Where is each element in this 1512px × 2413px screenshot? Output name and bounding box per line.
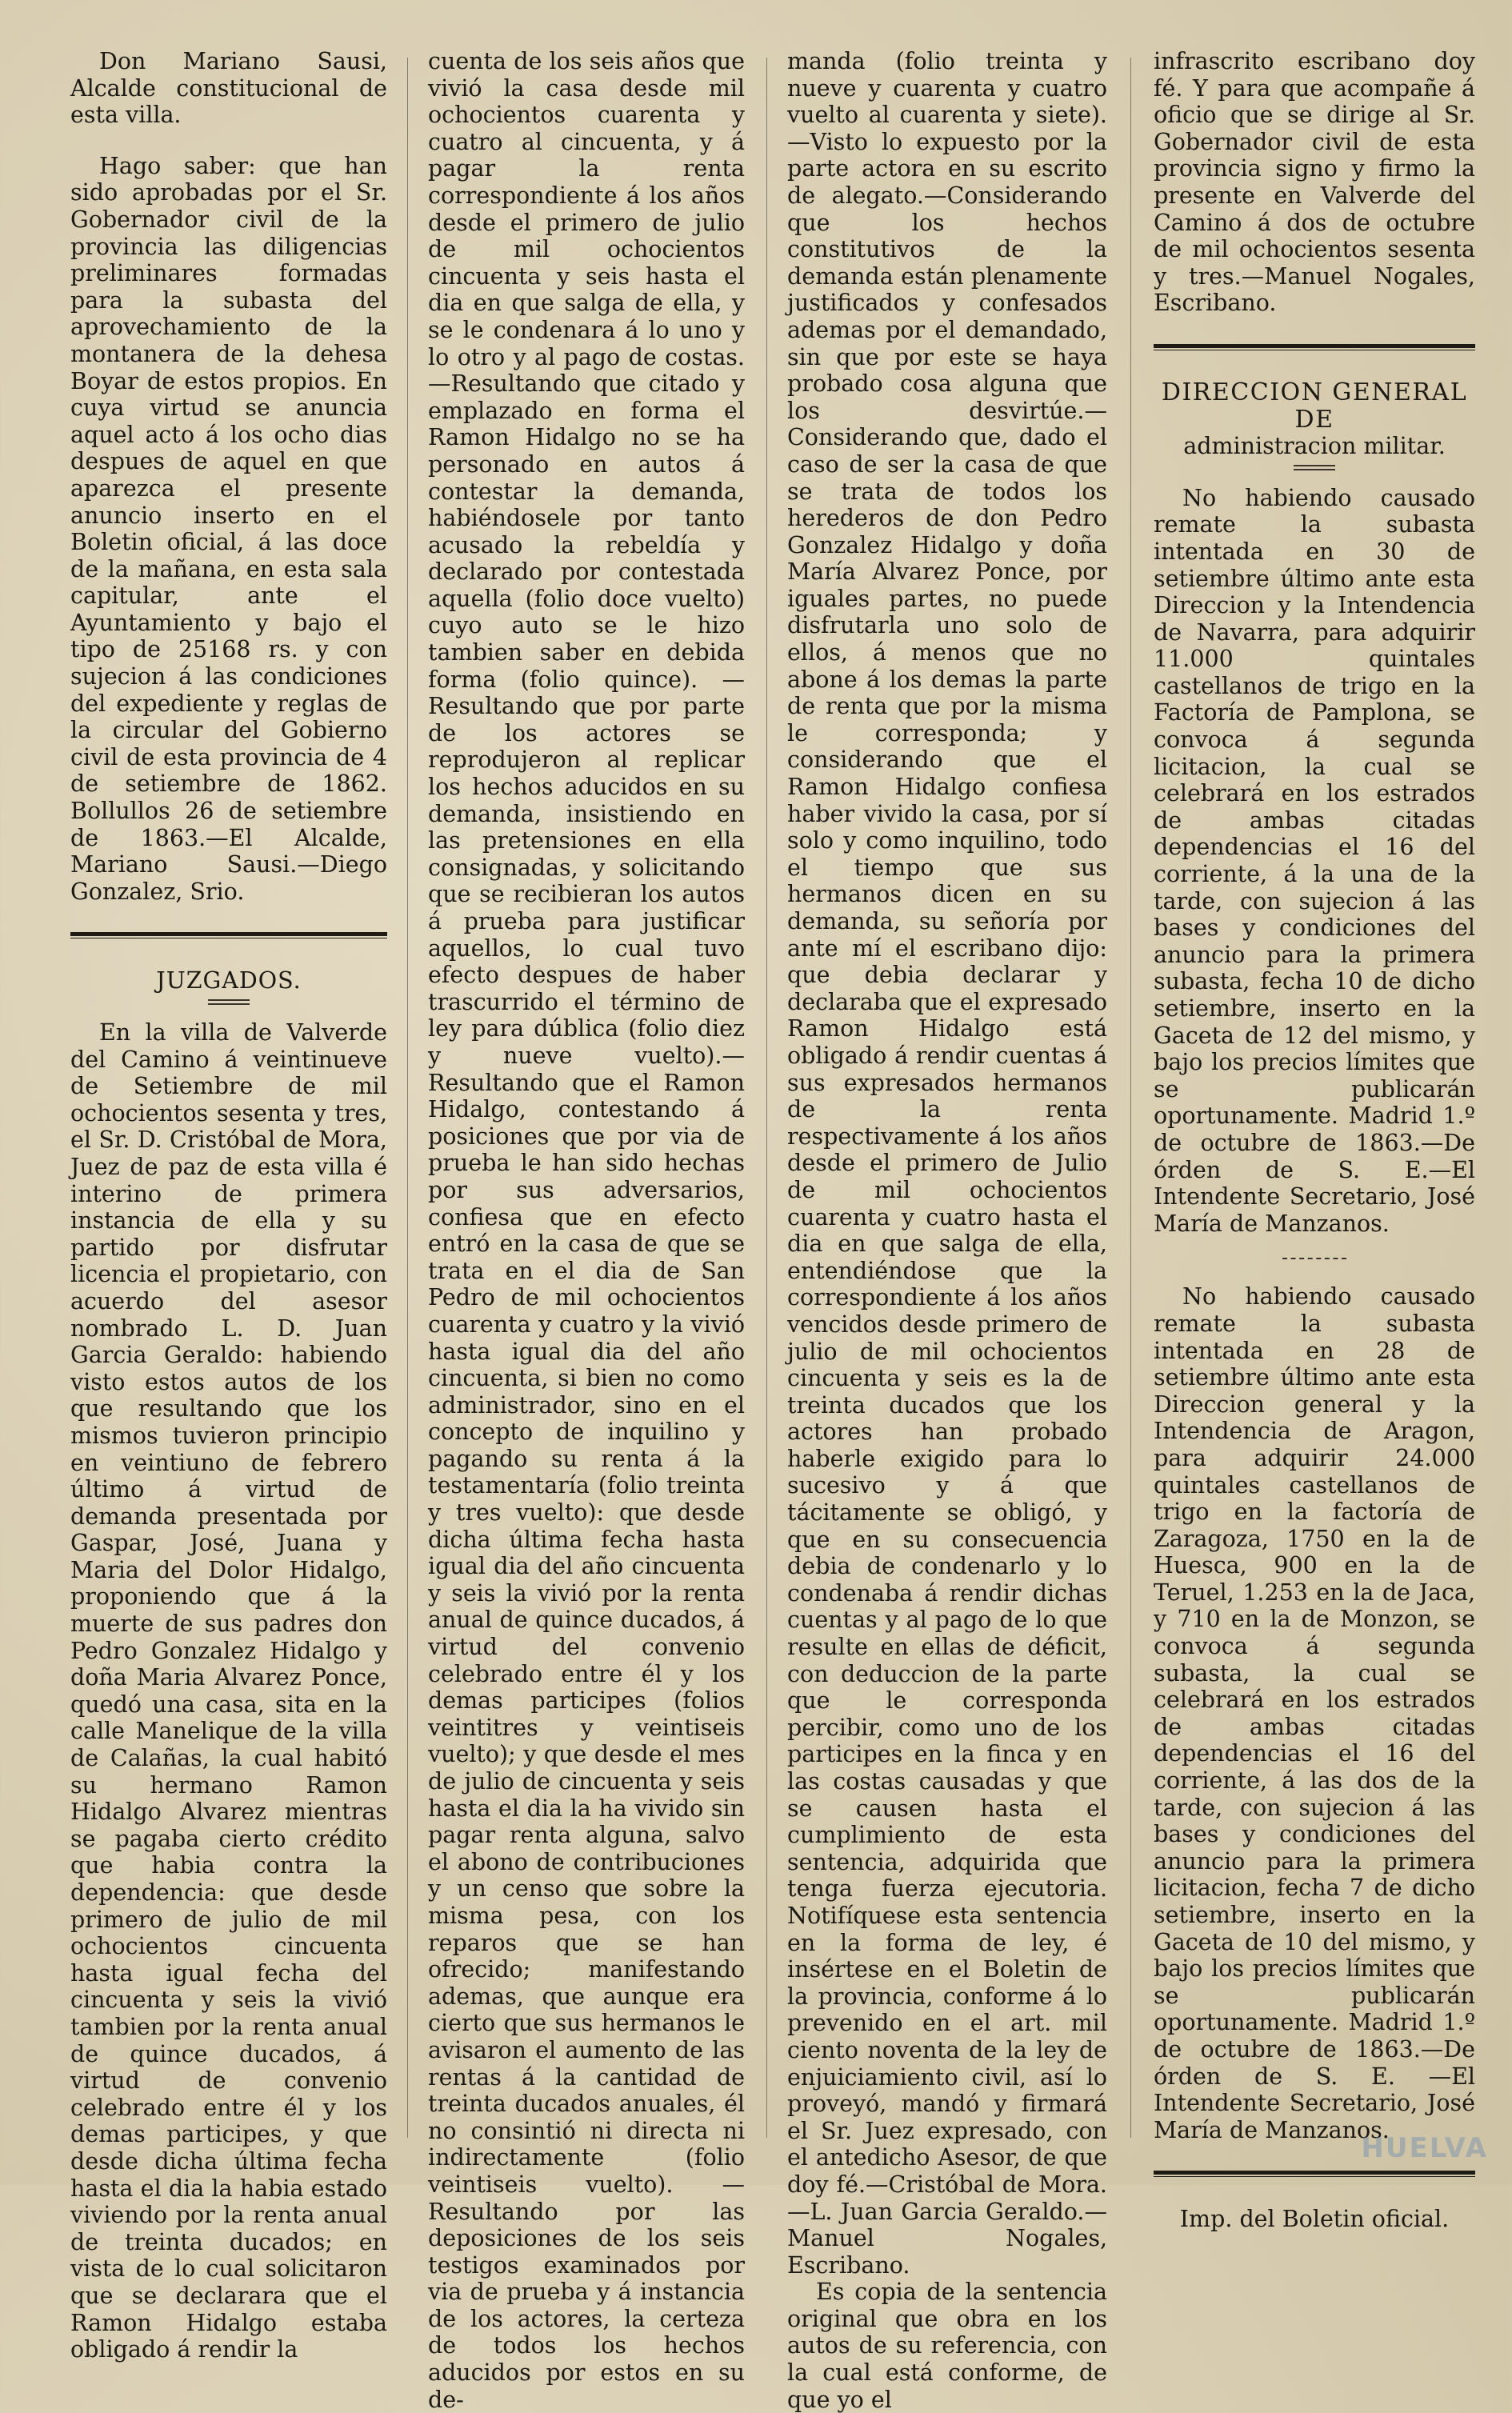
judgment-text-part1: En la villa de Valverde del Camino á veintinueve de Setiembre de mil ochocientos sesenta y tres, el Sr. D. Cristóbal de Mora, Juez de paz de esta villa é interino de primera instancia de ella y su partido por disfrutar licencia el propietario, con acuerdo del asesor nombrado L. D. Juan Garcia Geraldo: habiendo visto estos autos de los que resultando que los mismos tuvieron principio en veintiuno de febrero último á virtud de demanda presentada por Gaspar, José, Juana y Maria del Dolor Hidalgo, proponiendo que á la muerte de sus padres don Pedro Gonzalez Hidalgo y doña Maria Alvarez Ponce, quedó una casa, sita en la calle Manelique de la villa de Calañas, la cual habitó su hermano Ramon Hidalgo Alvarez mientras se pagaba cierto crédito que habia contra la dependencia: que desde primero de julio de mil ochocientos cincuenta hasta igual fecha del cincuenta y seis la vivió tambien por la renta anual de quince ducados, á virtud de convenio celebrado entre él y los demas participes, y que desde dicha última fecha hasta el dia la habia estado viviendo por la renta anual de treinta ducados; en vista de lo cual solicitaron que se declarara que el Ramon Hidalgo estaba obligado á rendir la [70, 1019, 387, 2363]
military-notice-1: No habiendo causado remate la subasta intentada en 30 de setiembre último ante esta Direccion y la Intendencia de Navarra, para adquirir 11.000 quintales castellanos de trigo en la Factoría de Pamplona, se convoca á segunda licitacion, la cual se celebrará en los estrados de ambas citadas dependencias el 16 del corriente, á la una de la tarde, con sujecion á las bases y condiciones del anuncio para la primera subasta, fecha 10 de dicho setiembre, inserto en la Gaceta de 12 del mismo, y bajo los precios límites que se publicarán oportunamente. Madrid 1.º de octubre de 1863.—De órden de S. E.—El Intendente Secretario, José María de Manzanos. [1154, 484, 1475, 1237]
certification-closing: infrascrito escribano doy fé. Y para que acompañe á oficio que se dirige al Sr. Gobernador civil de esta provincia signo y firmo la presente en Valverde del Camino á dos de octubre de mil ochocientos sesenta y tres.—Manuel Nogales, Escribano. [1154, 48, 1475, 317]
column-3 [787, 48, 1107, 2413]
mayor-heading: Don Mariano Sausi, Alcalde constitucional de esta villa. [70, 48, 387, 129]
section-rule [70, 932, 387, 938]
archive-watermark: HUELVA [1361, 2132, 1488, 2164]
section-title-juzgados: JUZGADOS. [156, 967, 302, 994]
column-1 [70, 48, 387, 2363]
notice-separator [1282, 1258, 1346, 1259]
judgment-text-part3: manda (folio treinta y nueve y cuarenta y cuatro vuelto al cuarenta y siete).—Visto lo expuesto por la parte actora en su escrito de alegato.—Considerando que los hechos constitutivos de la demanda están plenamente justificados y confesados ademas por el demandado, sin que por este se haya probado cosa alguna que los desvirtúe.—Considerando que, dado el caso de ser la casa de que se trata de todos los herederos de don Pedro Gonzalez Hidalgo y doña María Alvarez Ponce, por iguales partes, no puede disfrutarla uno solo de ellos, á menos que no abone á los demas la parte de renta que por la misma le corresponda; y considerando que el Ramon Hidalgo confiesa haber vivido la casa, por sí solo y como inquilino, todo el tiempo que sus hermanos dicen en su demanda, su señoría por ante mí el escribano dijo: que debia declarar y declaraba que el expresado Ramon Hidalgo está obligado á rendir cuentas á sus expresados hermanos de la renta respectivamente á los años desde el primero de Julio de mil ochocientos cuarenta y cuatro hasta el dia en que salga de ella, entendiéndose que la correspondiente á los años vencidos desde primero de julio de mil ochocientos cincuenta y seis es la de treinta ducados que los actores han probado haberle exigido para lo sucesivo y á que tácitamente se obligó, y que en su consecuencia debia de condenarlo y lo condenaba á rendir dichas cuentas y al pago de lo que resulte en ellas de déficit, con deduccion de la parte que le corresponda percibir, como uno de los participes en la finca y en las costas causadas y que se causen hasta el cumplimiento de esta sentencia, adquirida que tenga fuerza ejecutoria. Notifíquese esta sentencia en la forma de ley, é insértese en el Boletin de la provincia, conforme á lo prevenido en el art. mil ciento noventa de la ley de enjuiciamiento civil, así lo proveyó, mandó y firmará el Sr. Juez expresado, con el antedicho Asesor, de que doy fé.—Cristóbal de Mora.—L. Juan Garcia Geraldo.—Manuel Nogales, Escribano. [787, 48, 1107, 2279]
section-rule [1154, 344, 1475, 350]
certification-text: Es copia de la sentencia original que obra en los autos de su referencia, con la cual está conforme, de que yo el [787, 2279, 1107, 2413]
auction-notice: Hago saber: que han sido aprobadas por el Sr. Gobernador civil de la provincia las diligencias preliminares formadas para la subasta del aprovechamiento de la montanera de la dehesa Boyar de estos propios. En cuya virtud se anuncia aquel acto á los ocho dias despues de aquel en que aparezca el presente anuncio inserto en el Boletin oficial, á las doce de la mañana, en esta sala capitular, ante el Ayuntamiento y bajo el tipo de 25168 rs. y con sujecion á las condiciones del expediente y reglas de la circular del Gobierno civil de esta provincia de 4 de setiembre de 1862. Bollullos 26 de setiembre de 1863.—El Alcalde, Mariano Sausi.—Diego Gonzalez, Srio. [70, 152, 387, 905]
military-notice-2: No habiendo causado remate la subasta intentada en 28 de setiembre último ante esta Direccion general y la Intendencia de Aragon, para adquirir 24.000 quintales castellanos de trigo en la factoría de Zaragoza, 1750 en la de Huesca, 900 en la de Teruel, 1.253 en la de Jaca, y 710 en la de Monzon, se convoca á segunda subasta, la cual se celebrará en los estrados de ambas citadas dependencias el 16 del corriente, á las dos de la tarde, con sujecion á las bases y condiciones del anuncio para la primera licitacion, fecha 7 de dicho setiembre, inserto en la Gaceta de 10 del mismo, y bajo los precios límites que se publicarán oportunamente. Madrid 1.º de octubre de 1863.—De órden de S. E. —El Intendente Secretario, José María de Manzanos. [1154, 1283, 1475, 2143]
column-divider [407, 58, 408, 2138]
title-ornament [1294, 465, 1335, 470]
section-rule [1154, 2171, 1475, 2177]
column-divider [766, 58, 767, 2138]
column-4 [1154, 48, 1475, 2233]
printer-imprint: Imp. del Boletin oficial. [1179, 2206, 1450, 2233]
title-ornament [208, 999, 250, 1005]
column-divider [1130, 58, 1131, 2138]
judgment-text-part2: cuenta de los seis años que vivió la casa desde mil ochocientos cuarenta y cuatro al cincuenta, y á pagar la renta correspondiente á los años desde el primero de julio de mil ochocientos cincuenta y seis hasta el dia en que salga de ella, y se le condenara á lo uno y lo otro y al pago de costas.—Resultando que citado y emplazado en forma el Ramon Hidalgo no se ha personado en autos á contestar la demanda, habiéndosele por tanto acusado la rebeldía y declarado por contestada aquella (folio doce vuelto) cuyo auto se le hizo tambien saber en debida forma (folio quince). —Resultando que por parte de los actores se reprodujeron al replicar los hechos aducidos en su demanda, insistiendo en las pretensiones en ella consignadas, y solicitando que se recibieran los autos á prueba para justificar aquellos, lo cual tuvo efecto despues de haber trascurrido el término de ley para dública (folio diez y nueve vuelto).—Resultando que el Ramon Hidalgo, contestando á posiciones que por via de prueba le han sido hechas por sus adversarios, confiesa que en efecto entró en la casa de que se trata en el dia de San Pedro de mil ochocientos cuarenta y cuatro y la vivió hasta igual dia del año cincuenta, si bien no como administrador, sino en el concepto de inquilino y pagando su renta á la testamentaría (folio treinta y tres vuelto): que desde dicha última fecha hasta igual dia del año cincuenta y seis la vivió por la renta anual de quince ducados, á virtud del convenio celebrado entre él y los demas participes (folios veintitres y veintiseis vuelto); y que desde el mes de julio de cincuenta y seis hasta el dia la ha vivido sin pagar renta alguna, salvo el abono de contribuciones y un censo que sobre la misma pesa, con los reparos que se han ofrecido; manifestando ademas, que aunque era cierto que sus hermanos le avisaron el aumento de las rentas á la cantidad de treinta ducados anuales, él no consintió ni directa ni indirectamente (folio veintiseis vuelto). —Resultando por las deposiciones de los seis testigos examinados por via de prueba y á instancia de los actores, la certeza de todos los hechos aducidos por estos en su de- [428, 48, 745, 2413]
section-title-direccion: DIRECCION GENERAL DE [1161, 378, 1468, 434]
section-subtitle: administracion militar. [1183, 433, 1446, 460]
column-2 [428, 48, 745, 2413]
